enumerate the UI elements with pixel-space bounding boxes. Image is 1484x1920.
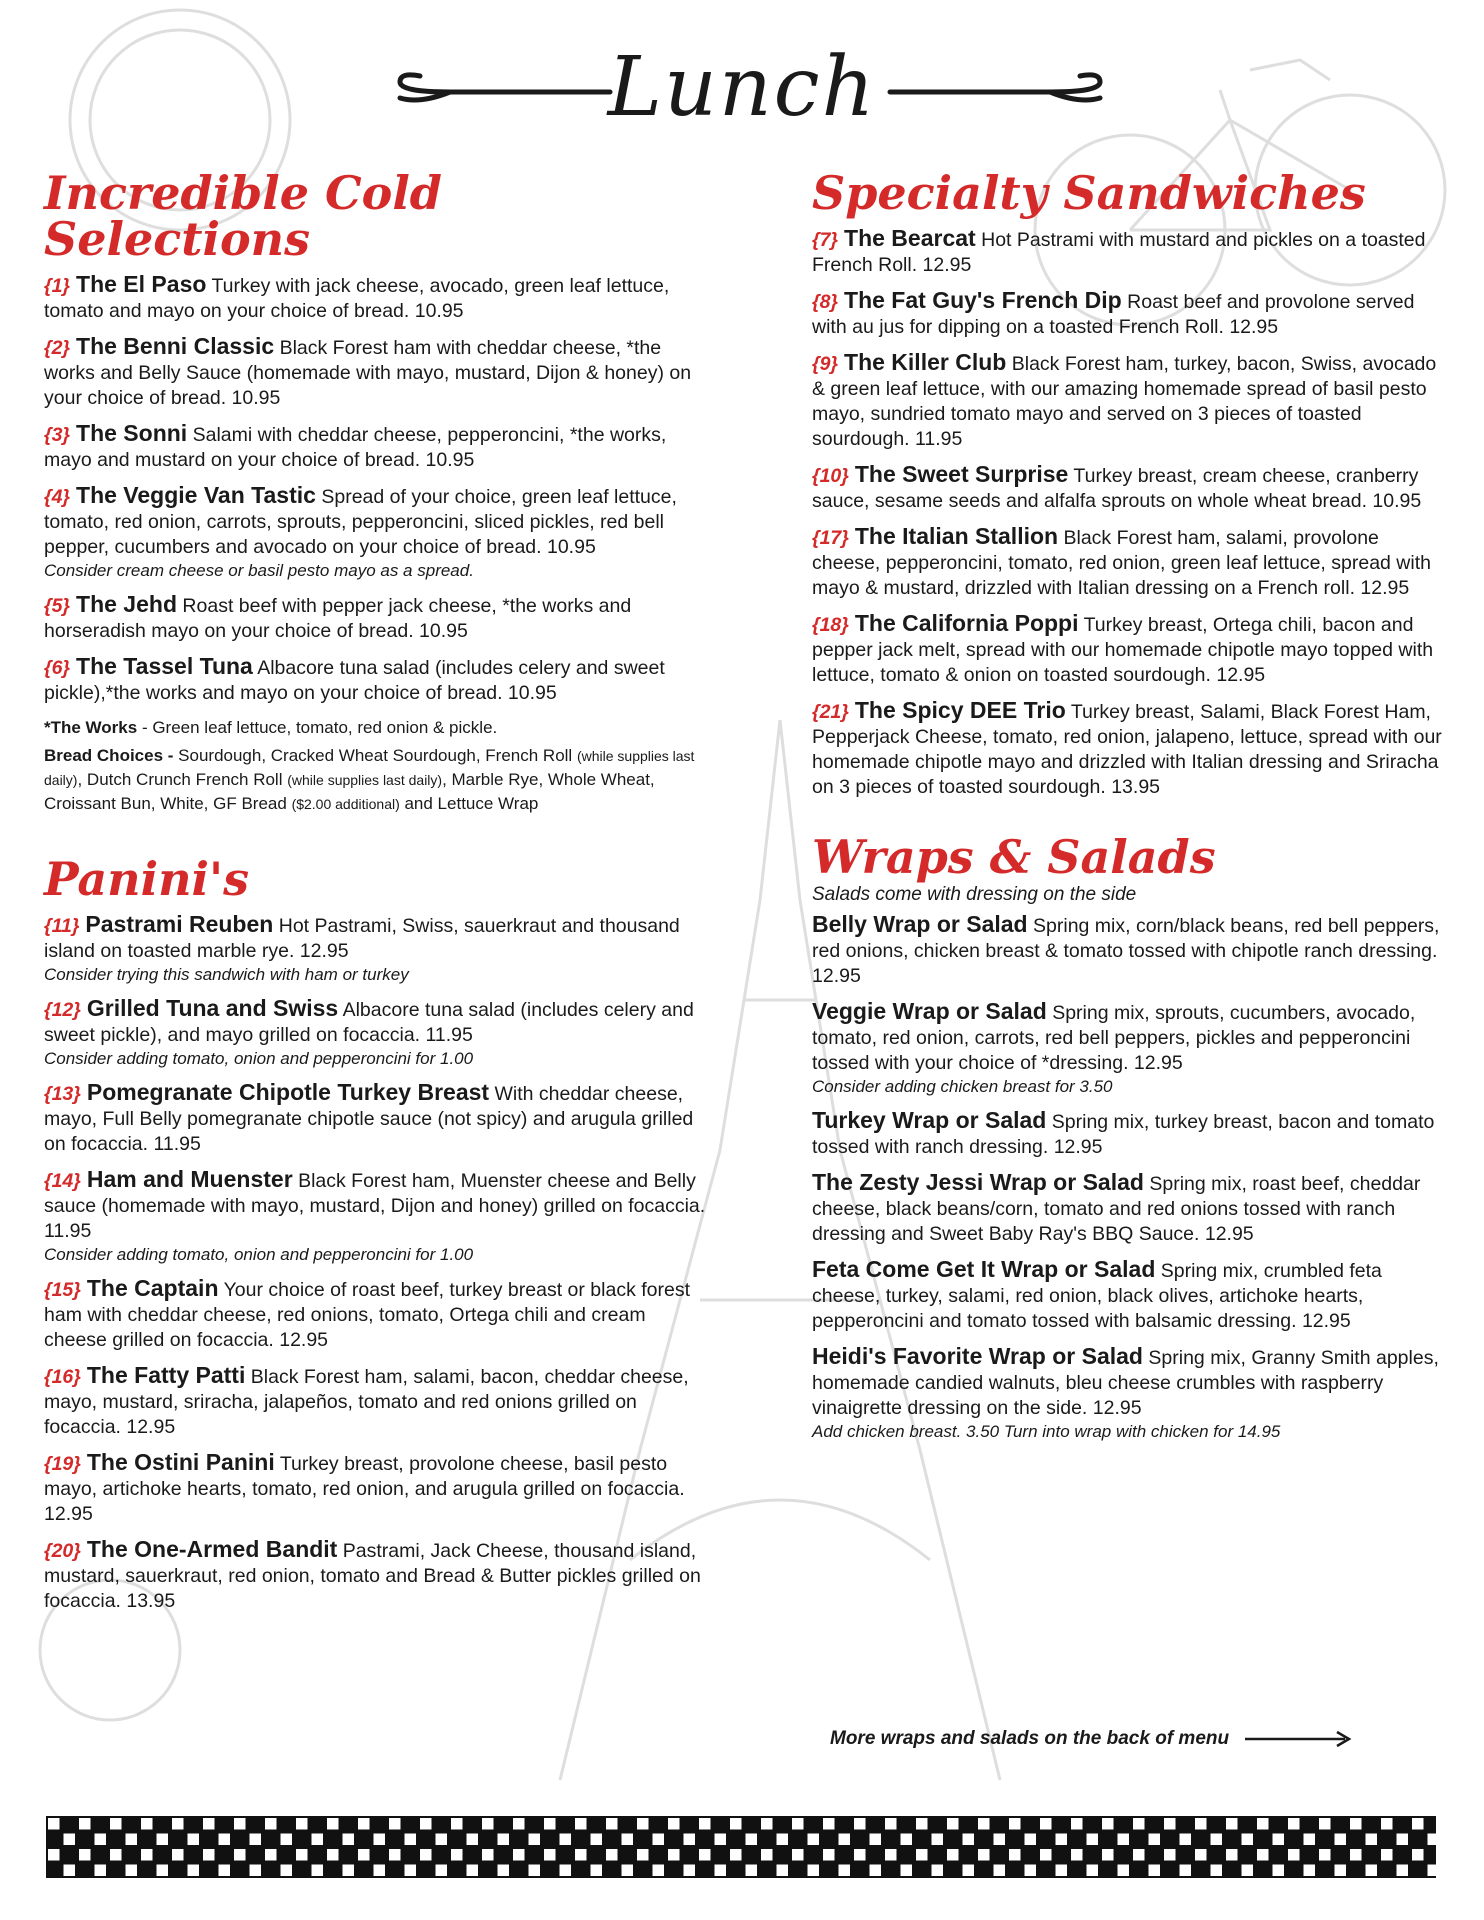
arrow-right-icon bbox=[1245, 1730, 1355, 1748]
item-number: {5} bbox=[44, 595, 71, 617]
item-description: Spring mix, crumbled feta cheese, turkey, salami, red onion, black olives, artichoke hearts, pepperoncini and tomato tossed with balsamic dressing. 12.95 bbox=[812, 1260, 1382, 1332]
bread-choices-note: Bread Choices - Sourdough, Cracked Wheat Sourdough, French Roll (while supplies last daily), Dutch Crunch French Roll (while supplies last daily), Marble Rye, Whole Wheat, Croissant Bun, White, GF Bread ($2.00 additional) and Lettuce Wrap bbox=[44, 746, 695, 813]
item-description: Salami with cheddar cheese, pepperoncini, *the works, mayo and mustard on your choice of bread. 10.95 bbox=[44, 424, 667, 471]
menu-item bbox=[44, 1363, 709, 1440]
item-description: Spring mix, turkey breast, bacon and tomato tossed with ranch dressing. 12.95 bbox=[812, 1111, 1435, 1158]
item-number: {16} bbox=[44, 1366, 81, 1388]
item-number: {7} bbox=[812, 229, 839, 251]
item-description: Spread of your choice, green leaf lettuce, tomato, red onion, carrots, sprouts, pepperoncini, sliced pickles, red bell pepper, cucumbers and avocado on your choice of bread. 10.95 bbox=[44, 486, 677, 558]
item-note: Consider trying this sandwich with ham or turkey bbox=[44, 965, 409, 984]
menu-item bbox=[812, 524, 1452, 601]
left-column bbox=[44, 166, 709, 1624]
menu-item bbox=[812, 1108, 1452, 1160]
item-note: Consider cream cheese or basil pesto mayo as a spread. bbox=[44, 561, 474, 580]
item-name: Belly Wrap or Salad bbox=[812, 911, 1028, 937]
menu-header bbox=[0, 30, 1484, 150]
wraps-list bbox=[812, 912, 1452, 1443]
item-name: Turkey Wrap or Salad bbox=[812, 1107, 1047, 1133]
item-number: {1} bbox=[44, 275, 71, 297]
item-description: Turkey breast, cream cheese, cranberry sauce, sesame seeds and alfalfa sprouts on whole wheat bread. 10.95 bbox=[812, 465, 1422, 512]
item-description: Black Forest ham with cheddar cheese, *the works and Belly Sauce (homemade with mayo, mustard, Dijon & honey) on your choice of bread. 10.95 bbox=[44, 337, 692, 409]
wraps-heading: Wraps & Salads bbox=[812, 830, 1216, 884]
item-name: The Benni Classic bbox=[76, 333, 275, 359]
item-description: Spring mix, Granny Smith apples, homemade candied walnuts, bleu cheese crumbles with raspberry vinaigrette dressing on the side. 12.95 bbox=[812, 1347, 1439, 1419]
menu-item bbox=[44, 1450, 709, 1527]
item-name: The Zesty Jessi Wrap or Salad bbox=[812, 1169, 1144, 1195]
menu-item bbox=[44, 912, 709, 986]
item-note: Consider adding tomato, onion and pepperoncini for 1.00 bbox=[44, 1245, 474, 1264]
item-description: Pastrami, Jack Cheese, thousand island, mustard, sauerkraut, red onion, tomato and Bread & Butter pickles grilled on focaccia. 13.95 bbox=[44, 1540, 701, 1612]
menu-item bbox=[812, 1344, 1452, 1443]
item-name: The California Poppi bbox=[854, 610, 1079, 636]
item-note: Add chicken breast. 3.50 Turn into wrap with chicken for 14.95 bbox=[812, 1422, 1281, 1441]
item-name: Veggie Wrap or Salad bbox=[812, 998, 1047, 1024]
item-name: Ham and Muenster bbox=[86, 1166, 293, 1192]
item-description: Albacore tuna salad (includes celery and sweet pickle),*the works and mayo on your choice of bread. 10.95 bbox=[44, 657, 665, 704]
menu-item bbox=[812, 226, 1452, 278]
item-note: Consider adding chicken breast for 3.50 bbox=[812, 1077, 1113, 1096]
menu-item bbox=[44, 996, 709, 1070]
item-number: {10} bbox=[812, 465, 849, 487]
salad-dressing-note: Salads come with dressing on the side bbox=[812, 884, 1137, 905]
item-name: The Italian Stallion bbox=[854, 523, 1059, 549]
panini-list bbox=[44, 912, 709, 1614]
menu-item bbox=[812, 912, 1452, 989]
item-description: Roast beef with pepper jack cheese, *the works and horseradish mayo on your choice of bread. 10.95 bbox=[44, 595, 632, 642]
menu-item bbox=[44, 592, 709, 644]
item-name: The Fat Guy's French Dip bbox=[844, 287, 1122, 313]
more-wraps-note: More wraps and salads on the back of menu bbox=[830, 1728, 1430, 1750]
menu-item bbox=[44, 334, 709, 411]
menu-item bbox=[812, 1257, 1452, 1334]
item-number: {2} bbox=[44, 337, 71, 359]
item-description: Hot Pastrami, Swiss, sauerkraut and thousand island on toasted marble rye. 12.95 bbox=[44, 915, 680, 962]
item-name: The Spicy DEE Trio bbox=[854, 697, 1066, 723]
item-description: Spring mix, roast beef, cheddar cheese, black beans/corn, tomato and red onions tossed with ranch dressing and Sweet Baby Ray's BBQ Sauce. 12.95 bbox=[812, 1173, 1421, 1245]
item-description: Black Forest ham, salami, bacon, cheddar cheese, mayo, mustard, sriracha, jalapeños, tomato and red onions grilled on focaccia. 12.95 bbox=[44, 1366, 689, 1438]
menu-item bbox=[44, 1080, 709, 1157]
item-number: {6} bbox=[44, 657, 71, 679]
item-name: Feta Come Get It Wrap or Salad bbox=[812, 1256, 1156, 1282]
item-name: The Tassel Tuna bbox=[76, 653, 253, 679]
menu-item bbox=[44, 654, 709, 706]
menu-item bbox=[44, 1537, 709, 1614]
item-name: The One-Armed Bandit bbox=[86, 1536, 338, 1562]
menu-item bbox=[44, 272, 709, 324]
menu-item bbox=[812, 698, 1452, 800]
item-name: Grilled Tuna and Swiss bbox=[86, 995, 339, 1021]
item-description: Black Forest ham, turkey, bacon, Swiss, avocado & green leaf lettuce, with our amazing homemade spread of basil pesto mayo, sundried tomato mayo and served on 3 pieces of toasted sourdough. 11.95 bbox=[812, 353, 1437, 450]
item-number: {9} bbox=[812, 353, 839, 375]
menu-item bbox=[44, 483, 709, 582]
item-description: Turkey breast, Salami, Black Forest Ham, Pepperjack Cheese, tomato, red onion, jalapeno, lettuce, spread with our homemade chipotle mayo and drizzled with Italian dressing and Sriracha on 3 pieces of toasted sourdough. 13.95 bbox=[812, 701, 1442, 798]
item-name: The Killer Club bbox=[844, 349, 1007, 375]
item-description: Black Forest ham, Muenster cheese and Belly sauce (homemade with mayo, mustard, Dijon and honey) grilled on focaccia. 11.95 bbox=[44, 1170, 706, 1242]
item-description: Roast beef and provolone served with au jus for dipping on a toasted French Roll. 12.95 bbox=[812, 291, 1415, 338]
item-name: The Fatty Patti bbox=[86, 1362, 246, 1388]
page-title: Lunch bbox=[607, 40, 877, 135]
item-number: {21} bbox=[812, 701, 849, 723]
menu-item bbox=[812, 999, 1452, 1098]
checkered-border bbox=[46, 1816, 1436, 1878]
item-number: {15} bbox=[44, 1279, 81, 1301]
panini-heading: Panini's bbox=[44, 852, 249, 906]
menu-item bbox=[44, 421, 709, 473]
item-number: {18} bbox=[812, 614, 849, 636]
item-number: {20} bbox=[44, 1540, 81, 1562]
item-description: Turkey with jack cheese, avocado, green leaf lettuce, tomato and mayo on your choice of bread. 10.95 bbox=[44, 275, 670, 322]
right-column bbox=[812, 166, 1452, 1453]
menu-item bbox=[812, 350, 1452, 452]
item-description: With cheddar cheese, mayo, Full Belly pomegranate chipotle sauce (not spicy) and arugula grilled on focaccia. 11.95 bbox=[44, 1083, 694, 1155]
menu-item bbox=[812, 288, 1452, 340]
item-description: Spring mix, sprouts, cucumbers, avocado, tomato, red onion, carrots, red bell peppers, pickles and pepperoncini tossed with your choice of *dressing. 12.95 bbox=[812, 1002, 1416, 1074]
item-name: The Sonni bbox=[76, 420, 188, 446]
item-name: The Jehd bbox=[76, 591, 177, 617]
item-number: {17} bbox=[812, 527, 849, 549]
item-number: {8} bbox=[812, 291, 839, 313]
cold-selections-heading: Incredible Cold Selections bbox=[44, 166, 442, 266]
item-name: The Ostini Panini bbox=[86, 1449, 275, 1475]
menu-item bbox=[812, 462, 1452, 514]
cold-selections-list bbox=[44, 272, 709, 706]
item-description: Your choice of roast beef, turkey breast or black forest ham with cheddar cheese, red onions, tomato, Ortega chili and cream cheese grilled on focaccia. 12.95 bbox=[44, 1279, 691, 1351]
right-flourish bbox=[880, 70, 1120, 110]
menu-item bbox=[812, 1170, 1452, 1247]
item-number: {4} bbox=[44, 486, 71, 508]
item-number: {12} bbox=[44, 999, 81, 1021]
menu-item bbox=[44, 1167, 709, 1266]
specialty-list bbox=[812, 226, 1452, 800]
item-name: Pastrami Reuben bbox=[85, 911, 274, 937]
item-name: Pomegranate Chipotle Turkey Breast bbox=[86, 1079, 490, 1105]
item-description: Albacore tuna salad (includes celery and sweet pickle), and mayo grilled on focaccia. 11.95 bbox=[44, 999, 694, 1046]
item-number: {3} bbox=[44, 424, 71, 446]
specialty-heading: Specialty Sandwiches bbox=[812, 166, 1366, 220]
item-description: Black Forest ham, salami, provolone cheese, pepperoncini, tomato, red onion, green leaf lettuce, spread with mayo & mustard, drizzled with Italian dressing on a French roll. 12.95 bbox=[812, 527, 1431, 599]
item-name: The El Paso bbox=[76, 271, 207, 297]
item-description: Spring mix, corn/black beans, red bell peppers, red onions, chicken breast & tomato tossed with chipotle ranch dressing. 12.95 bbox=[812, 915, 1440, 987]
item-number: {19} bbox=[44, 1453, 81, 1475]
item-number: {14} bbox=[44, 1170, 81, 1192]
item-name: The Sweet Surprise bbox=[854, 461, 1069, 487]
the-works-note: *The Works - Green leaf lettuce, tomato, red onion & pickle. bbox=[44, 718, 498, 737]
item-name: Heidi's Favorite Wrap or Salad bbox=[812, 1343, 1143, 1369]
item-name: The Veggie Van Tastic bbox=[76, 482, 316, 508]
item-number: {13} bbox=[44, 1083, 81, 1105]
item-number: {11} bbox=[44, 915, 80, 937]
menu-item bbox=[812, 611, 1452, 688]
item-description: Turkey breast, provolone cheese, basil pesto mayo, artichoke hearts, tomato, red onion, and arugula grilled on focaccia. 12.95 bbox=[44, 1453, 685, 1525]
item-note: Consider adding tomato, onion and pepperoncini for 1.00 bbox=[44, 1049, 474, 1068]
item-name: The Captain bbox=[86, 1275, 219, 1301]
item-description: Turkey breast, Ortega chili, bacon and pepper jack melt, spread with our homemade chipotle mayo topped with lettuce, tomato & onion on toasted sourdough. 12.95 bbox=[812, 614, 1434, 686]
item-description: Hot Pastrami with mustard and pickles on a toasted French Roll. 12.95 bbox=[812, 229, 1426, 276]
item-name: The Bearcat bbox=[844, 225, 976, 251]
menu-item bbox=[44, 1276, 709, 1353]
